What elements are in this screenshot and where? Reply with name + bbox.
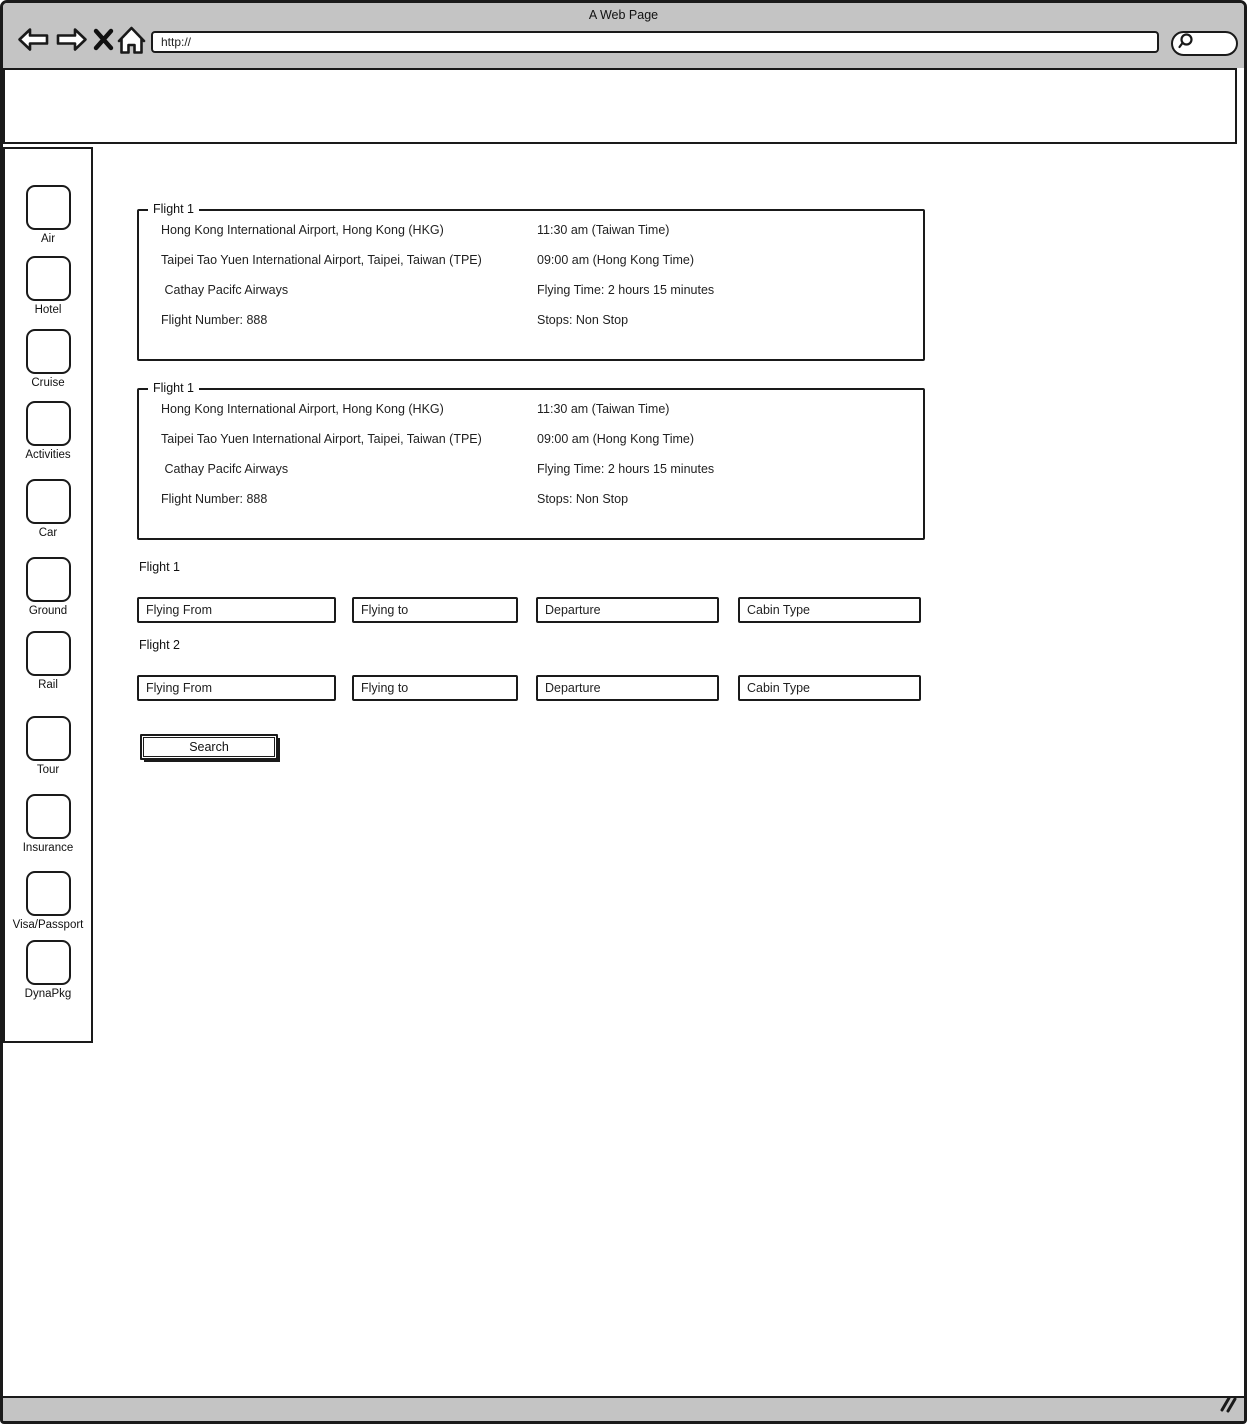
back-button[interactable] [17, 25, 50, 54]
sidebar-item-label: DynaPkg [24, 988, 72, 1000]
flight-summary-fieldset-1 [137, 202, 925, 361]
resize-grip-icon[interactable] [1219, 1395, 1239, 1418]
window-title: A Web Page [588, 8, 659, 22]
fieldset-legend: Flight 1 [148, 381, 199, 395]
fieldset-legend: Flight 1 [148, 202, 199, 216]
sidebar-item-label: Hotel [34, 304, 62, 316]
home-button[interactable] [116, 24, 147, 56]
sidebar-item-tour[interactable] [5, 716, 91, 776]
sidebar-item-visa-passport[interactable] [5, 871, 91, 931]
flight1-flying-to-input[interactable] [352, 597, 518, 623]
browser-chrome [3, 3, 1244, 68]
arrival-time: 11:30 am (Taiwan Time) [537, 402, 670, 416]
stop-x-icon [92, 28, 115, 51]
sidebar [3, 147, 93, 1043]
forward-button[interactable] [55, 25, 88, 54]
sidebar-item-car[interactable] [5, 479, 91, 539]
departure-time: 09:00 am (Hong Kong Time) [537, 253, 695, 267]
sidebar-item-insurance[interactable] [5, 794, 91, 854]
cruise-icon[interactable] [26, 329, 71, 374]
sidebar-item-label: Ground [28, 605, 68, 617]
flight2-flying-from-input[interactable] [137, 675, 336, 701]
arrival-time: 11:30 am (Taiwan Time) [537, 223, 670, 237]
stops: Stops: Non Stop [537, 313, 629, 327]
sidebar-item-hotel[interactable] [5, 256, 91, 316]
visa-passport-icon[interactable] [26, 871, 71, 916]
url-input[interactable] [151, 31, 1159, 53]
sidebar-item-label: Cruise [31, 377, 65, 389]
car-icon[interactable] [26, 479, 71, 524]
hotel-icon[interactable] [26, 256, 71, 301]
dynapkg-icon[interactable] [26, 940, 71, 985]
airline-name: Cathay Pacifc Airways [161, 462, 289, 476]
flight2-departure-input[interactable] [536, 675, 719, 701]
sidebar-item-label: Insurance [22, 842, 74, 854]
sidebar-item-cruise[interactable] [5, 329, 91, 389]
tour-icon[interactable] [26, 716, 71, 761]
flight-number: Flight Number: 888 [161, 313, 268, 327]
flight2-group-label: Flight 2 [139, 638, 180, 652]
flight-number: Flight Number: 888 [161, 492, 268, 506]
sidebar-item-dynapkg[interactable] [5, 940, 91, 1000]
activities-icon[interactable] [26, 401, 71, 446]
back-arrow-icon [17, 25, 50, 54]
home-icon [116, 24, 147, 56]
sidebar-item-activities[interactable] [5, 401, 91, 461]
sidebar-item-rail[interactable] [5, 631, 91, 691]
flight-summary-grid [139, 390, 923, 506]
ground-icon[interactable] [26, 557, 71, 602]
search-button-label: Search [189, 740, 229, 754]
flight-summary-fieldset-2 [137, 381, 925, 540]
sidebar-item-label: Rail [38, 679, 58, 691]
browser-search-button[interactable] [1171, 31, 1238, 56]
flying-time: Flying Time: 2 hours 15 minutes [537, 283, 715, 297]
sidebar-item-label: Tour [36, 764, 60, 776]
status-bar [3, 1396, 1244, 1421]
forward-arrow-icon [55, 25, 88, 54]
rail-icon[interactable] [26, 631, 71, 676]
sidebar-item-label: Visa/Passport [12, 919, 84, 931]
magnifier-icon [1177, 32, 1196, 56]
airline-name: Cathay Pacifc Airways [161, 283, 289, 297]
flight-summary-grid [139, 211, 923, 327]
flight1-cabin-type-input[interactable] [738, 597, 921, 623]
sidebar-item-air[interactable] [5, 185, 91, 245]
insurance-icon[interactable] [26, 794, 71, 839]
flight2-cabin-type-input[interactable] [738, 675, 921, 701]
flight1-departure-input[interactable] [536, 597, 719, 623]
origin-airport: Hong Kong International Airport, Hong Kong (HKG) [161, 223, 444, 237]
sidebar-item-label: Activities [25, 449, 71, 461]
air-icon[interactable] [26, 185, 71, 230]
stop-button[interactable] [92, 28, 115, 51]
flying-time: Flying Time: 2 hours 15 minutes [537, 462, 715, 476]
flight1-flying-from-input[interactable] [137, 597, 336, 623]
sidebar-item-ground[interactable] [5, 557, 91, 617]
destination-airport: Taipei Tao Yuen International Airport, Taipei, Taiwan (TPE) [161, 253, 482, 267]
departure-time: 09:00 am (Hong Kong Time) [537, 432, 695, 446]
destination-airport: Taipei Tao Yuen International Airport, Taipei, Taiwan (TPE) [161, 432, 482, 446]
search-button[interactable] [140, 734, 278, 760]
sidebar-item-label: Air [40, 233, 56, 245]
flight2-flying-to-input[interactable] [352, 675, 518, 701]
sidebar-item-label: Car [38, 527, 58, 539]
stops: Stops: Non Stop [537, 492, 629, 506]
page-header-placeholder [3, 68, 1237, 144]
flight1-group-label: Flight 1 [139, 560, 180, 574]
origin-airport: Hong Kong International Airport, Hong Kong (HKG) [161, 402, 444, 416]
